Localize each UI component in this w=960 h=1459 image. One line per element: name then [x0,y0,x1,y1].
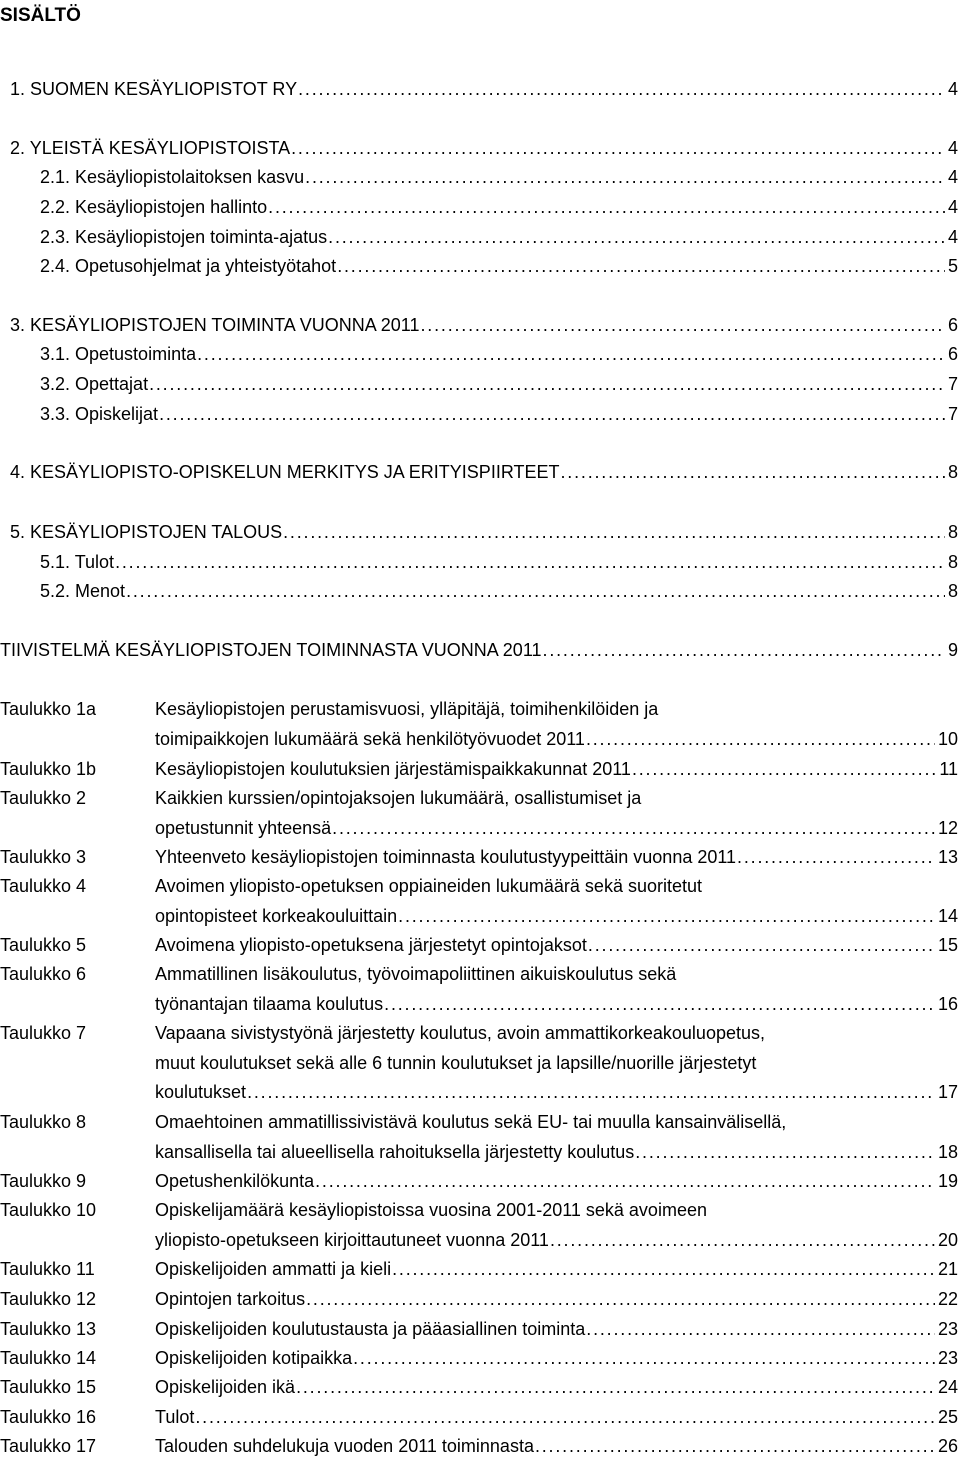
table-entry[interactable] [155,904,958,928]
table-label: Taulukko 3 [0,847,87,867]
page-number: 18 [937,1141,958,1162]
table-label: Taulukko 14 [0,1348,97,1368]
table-label: Taulukko 5 [0,935,87,955]
toc-entry[interactable] [40,579,958,603]
dot-leader [315,1169,935,1193]
dot-leader [635,1140,935,1164]
toc-entry[interactable] [40,372,958,396]
entry-label: TIIVISTELMÄ KESÄYLIOPISTOJEN TOIMINNASTA VUONNA 2011 [0,640,542,660]
table-entry[interactable] [155,1169,958,1193]
dot-leader [296,1375,935,1399]
dot-leader [737,845,935,869]
page-number: 6 [947,315,958,335]
table-label: Taulukko 16 [0,1407,97,1427]
toc-entry[interactable] [0,638,958,662]
table-title-line: Avoimen yliopisto-opetuksen oppiaineiden lukumäärä sekä suoritetut [155,876,702,896]
dot-leader [291,136,945,160]
page-number: 20 [937,1229,958,1250]
entry-label: 2. YLEISTÄ KESÄYLIOPISTOISTA [10,138,291,158]
dot-leader [550,1228,935,1252]
page-number: 23 [937,1319,958,1339]
dot-leader [561,460,945,484]
page-number: 11 [939,759,958,779]
table-title-line: muut koulutukset sekä alle 6 tunnin koulutukset ja lapsille/nuorille järjestetyt [155,1052,757,1073]
table-label: Taulukko 15 [0,1377,97,1397]
table-label: Taulukko 17 [0,1436,97,1456]
table-entry[interactable] [155,933,958,957]
page-number: 7 [947,374,958,394]
table-entry[interactable] [155,1140,958,1164]
toc-entry[interactable] [10,313,958,337]
toc-entry[interactable] [40,402,958,426]
table-entry[interactable] [155,992,958,1016]
dot-leader [384,992,935,1016]
toc-entry[interactable] [10,520,958,544]
table-label: Taulukko 7 [0,1023,87,1043]
toc-entry[interactable] [10,460,958,484]
table-label: Taulukko 1a [0,699,97,719]
page-number: 19 [937,1171,958,1191]
dot-leader [197,342,945,366]
table-title-line: Omaehtoinen ammatillissivistävä koulutus sekä EU- tai muulla kansainvälisellä, [155,1112,787,1132]
page-title: SISÄLTÖ [0,5,81,26]
table-entry[interactable] [155,1434,958,1458]
entry-label: 4. KESÄYLIOPISTO-OPISKELUN MERKITYS JA ERITYISPIIRTEET [10,462,560,482]
table-label: Taulukko 13 [0,1319,97,1339]
page-number: 8 [947,552,958,572]
entry-label: Opiskelijoiden ikä [155,1377,296,1397]
entry-label: 3. KESÄYLIOPISTOJEN TOIMINTA VUONNA 2011 [10,315,420,335]
page-number: 8 [947,462,958,482]
dot-leader [283,520,945,544]
dot-leader [306,1287,935,1311]
dot-leader [247,1080,935,1104]
entry-label: Talouden suhdelukuja vuoden 2011 toiminnasta [155,1436,534,1456]
dot-leader [305,165,945,189]
page-number: 4 [947,79,958,99]
dot-leader [126,579,945,603]
dot-leader [353,1346,935,1370]
entry-label: Opiskelijoiden ammatti ja kieli [155,1259,392,1279]
table-entry[interactable] [155,1080,958,1104]
entry-label: 5.1. Tulot [40,552,115,572]
page-number: 24 [937,1377,958,1397]
entry-label: koulutukset [155,1082,247,1102]
table-entry[interactable] [155,845,958,869]
dot-leader [298,77,945,101]
dot-leader [149,372,945,396]
table-entry[interactable] [155,1287,958,1311]
entry-label: 1. SUOMEN KESÄYLIOPISTOT RY [10,79,298,99]
toc-entry[interactable] [40,225,958,249]
dot-leader [332,816,935,840]
toc-entry[interactable] [10,77,958,101]
table-label: Taulukko 2 [0,788,87,808]
page-number: 7 [947,404,958,424]
table-label: Taulukko 1b [0,759,97,779]
entry-label: toimipaikkojen lukumäärä sekä henkilötyövuodet 2011 [155,728,585,749]
page-number: 16 [937,993,958,1014]
entry-label: 5.2. Menot [40,581,126,601]
dot-leader [195,1405,935,1429]
entry-label: 3.2. Opettajat [40,374,149,394]
page-number: 25 [937,1407,958,1427]
toc-entry[interactable] [40,342,958,366]
page-number: 5 [947,256,958,276]
page-number: 8 [947,581,958,601]
dot-leader [115,550,945,574]
page-number: 8 [947,522,958,542]
table-entry[interactable] [155,816,958,840]
entry-label: Opetushenkilökunta [155,1171,315,1191]
entry-label: 5. KESÄYLIOPISTOJEN TALOUS [10,522,283,542]
toc-entry[interactable] [40,550,958,574]
table-title-line: Kesäyliopistojen perustamisvuosi, ylläpitäjä, toimihenkilöiden ja [155,699,659,719]
page-number: 23 [937,1348,958,1368]
toc-entry[interactable] [40,195,958,219]
entry-label: 2.2. Kesäyliopistojen hallinto [40,197,268,217]
dot-leader [392,1257,935,1281]
page-number: 17 [937,1082,958,1102]
table-label: Taulukko 9 [0,1171,87,1191]
page-number: 26 [937,1436,958,1456]
table-entry[interactable] [155,1405,958,1429]
dot-leader [337,254,945,278]
table-label: Taulukko 6 [0,964,87,984]
table-title-line: Vapaana sivistystyönä järjestetty koulutus, avoin ammattikorkeakouluopetus, [155,1023,765,1043]
page-number: 4 [947,138,958,158]
toc-entry[interactable] [10,136,958,160]
table-title-line: Opiskelijamäärä kesäyliopistoissa vuosina 2001-2011 sekä avoimeen [155,1200,707,1220]
page-number: 4 [947,197,958,217]
table-entry[interactable] [155,757,958,781]
entry-label: Avoimena yliopisto-opetuksena järjestetyt opintojaksot [155,935,587,955]
dot-leader [535,1434,935,1458]
page-number: 13 [937,847,958,867]
entry-label: Kesäyliopistojen koulutuksien järjestämispaikkakunnat 2011 [155,759,631,779]
page-number: 21 [937,1259,958,1279]
page-number: 15 [937,935,958,955]
entry-label: 2.4. Opetusohjelmat ja yhteistyötahot [40,256,337,276]
table-label: Taulukko 11 [0,1259,95,1279]
entry-label: Opintojen tarkoitus [155,1289,306,1309]
dot-leader [420,313,945,337]
dot-leader [632,757,936,781]
entry-label: opetustunnit yhteensä [155,817,332,838]
dot-leader [588,933,935,957]
table-label: Taulukko 12 [0,1289,97,1309]
dot-leader [543,638,945,662]
dot-leader [586,1317,935,1341]
table-entry[interactable] [155,1317,958,1341]
table-title-line: Ammatillinen lisäkoulutus, työvoimapoliittinen aikuiskoulutus sekä [155,964,677,984]
table-entry[interactable] [155,1375,958,1399]
table-entry[interactable] [155,1257,958,1281]
page-number: 4 [947,227,958,247]
table-label: Taulukko 10 [0,1200,97,1220]
page-number: 4 [947,167,958,187]
entry-label: 3.3. Opiskelijat [40,404,159,424]
toc-entry[interactable] [40,254,958,278]
entry-label: Yhteenveto kesäyliopistojen toiminnasta koulutustyypeittäin vuonna 2011 [155,847,737,867]
table-title-line: Kaikkien kurssien/opintojaksojen lukumäärä, osallistumiset ja [155,788,642,808]
entry-label: 2.1. Kesäyliopistolaitoksen kasvu [40,167,305,187]
entry-label: työnantajan tilaama koulutus [155,993,384,1014]
dot-leader [586,727,935,751]
dot-leader [328,225,945,249]
entry-label: Tulot [155,1407,195,1427]
table-label: Taulukko 8 [0,1112,87,1132]
page-number: 12 [937,817,958,838]
entry-label: Opiskelijoiden kotipaikka [155,1348,353,1368]
page-number: 10 [937,728,958,749]
page-number: 22 [937,1289,958,1309]
table-entry[interactable] [155,727,958,751]
entry-label: 2.3. Kesäyliopistojen toiminta-ajatus [40,227,328,247]
dot-leader [159,402,945,426]
page-number: 6 [947,344,958,364]
dot-leader [398,904,935,928]
toc-entry[interactable] [40,165,958,189]
entry-label: kansallisella tai alueellisella rahoituksella järjestetty koulutus [155,1141,635,1162]
table-entry[interactable] [155,1228,958,1252]
table-entry[interactable] [155,1346,958,1370]
entry-label: Opiskelijoiden koulutustausta ja pääasiallinen toiminta [155,1319,586,1339]
page-number: 9 [947,640,958,660]
table-label: Taulukko 4 [0,876,87,896]
entry-label: opintopisteet korkeakouluittain [155,905,398,926]
dot-leader [268,195,945,219]
entry-label: yliopisto-opetukseen kirjoittautuneet vuonna 2011 [155,1229,549,1250]
page-number: 14 [937,905,958,926]
entry-label: 3.1. Opetustoiminta [40,344,197,364]
